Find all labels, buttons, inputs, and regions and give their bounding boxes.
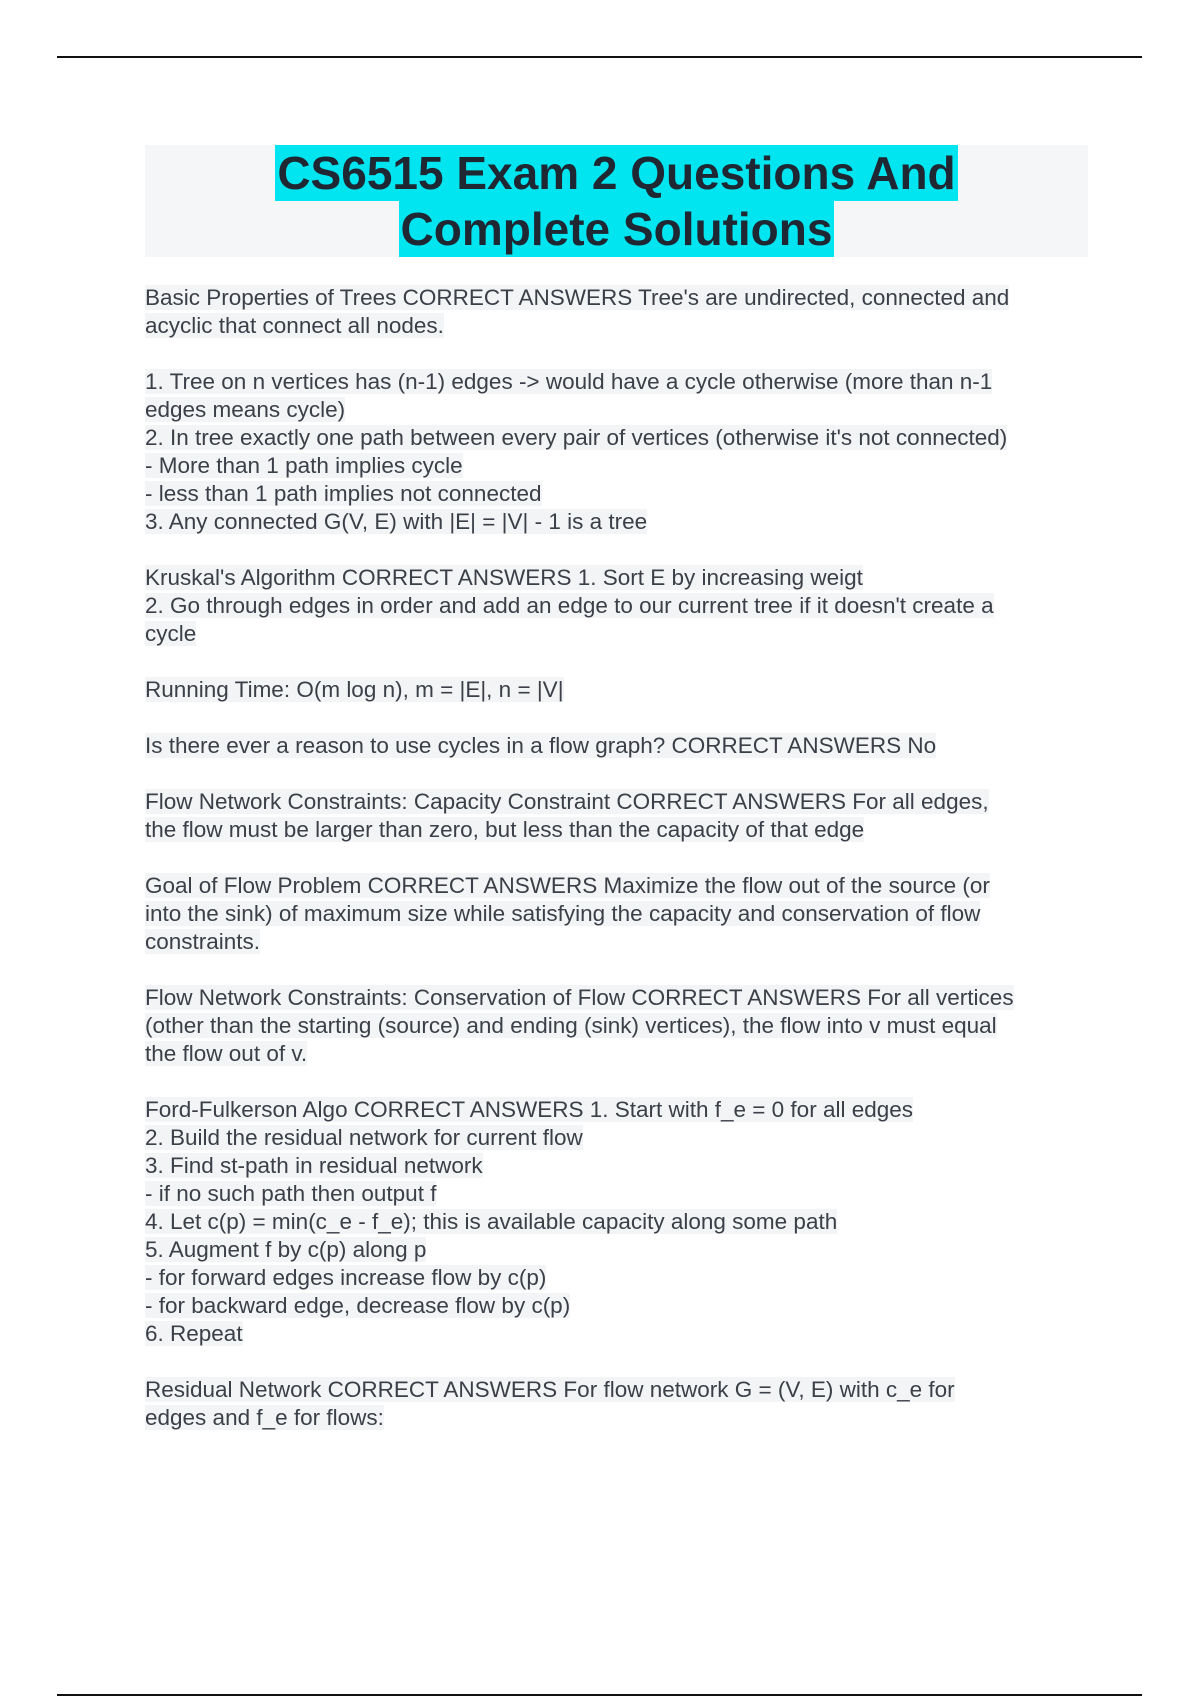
text-line	[145, 984, 1090, 1012]
text-line-content: Ford-Fulkerson Algo CORRECT ANSWERS 1. Start with f_e = 0 for all edges	[145, 1097, 914, 1122]
text-line	[145, 1404, 1090, 1432]
text-line	[145, 1320, 1090, 1348]
text-line	[145, 452, 1090, 480]
text-line-content: - More than 1 path implies cycle	[145, 453, 463, 478]
text-line-content: Residual Network CORRECT ANSWERS For flow network G = (V, E) with c_e for	[145, 1377, 955, 1402]
text-line	[145, 284, 1090, 312]
document-title-line-2: Complete Solutions	[400, 203, 833, 255]
text-line-content: 4. Let c(p) = min(c_e - f_e); this is available capacity along some path	[145, 1209, 838, 1234]
text-line-content: cycle	[145, 621, 197, 646]
text-line-content: Flow Network Constraints: Capacity Constraint CORRECT ANSWERS For all edges,	[145, 789, 989, 814]
text-line	[145, 676, 1090, 704]
text-line-content: Basic Properties of Trees CORRECT ANSWERS Tree's are undirected, connected and	[145, 285, 1010, 310]
text-line	[145, 480, 1090, 508]
qa-paragraph	[145, 1376, 1090, 1432]
text-line-content: 2. Go through edges in order and add an edge to our current tree if it doesn't create a	[145, 593, 994, 618]
text-line-content: 3. Any connected G(V, E) with |E| = |V| - 1 is a tree	[145, 509, 648, 534]
qa-paragraph	[145, 284, 1090, 340]
text-line	[145, 1292, 1090, 1320]
text-line-content: 6. Repeat	[145, 1321, 243, 1346]
text-line	[145, 900, 1090, 928]
text-line	[145, 1040, 1090, 1068]
text-line	[145, 928, 1090, 956]
text-line-content: Is there ever a reason to use cycles in a flow graph? CORRECT ANSWERS No	[145, 733, 937, 758]
text-line	[145, 312, 1090, 340]
text-line	[145, 1264, 1090, 1292]
text-line-content: - if no such path then output f	[145, 1181, 437, 1206]
text-line-content: Kruskal's Algorithm CORRECT ANSWERS 1. Sort E by increasing weigt	[145, 565, 863, 590]
text-line	[145, 1236, 1090, 1264]
text-line-content: edges and f_e for flows:	[145, 1405, 384, 1430]
document-title-box	[145, 145, 1088, 257]
text-line-content: Running Time: O(m log n), m = |E|, n = |V|	[145, 677, 564, 702]
text-line-content: 1. Tree on n vertices has (n-1) edges -> would have a cycle otherwise (more than n-1	[145, 369, 993, 394]
text-line	[145, 1180, 1090, 1208]
text-line-content: Flow Network Constraints: Conservation of Flow CORRECT ANSWERS For all vertices	[145, 985, 1014, 1010]
text-line-content: (other than the starting (source) and ending (sink) vertices), the flow into v must equal	[145, 1013, 997, 1038]
text-line	[145, 368, 1090, 396]
qa-paragraph	[145, 1096, 1090, 1348]
document-body	[145, 284, 1090, 1460]
text-line-content: 3. Find st-path in residual network	[145, 1153, 483, 1178]
text-line-content: - less than 1 path implies not connected	[145, 481, 542, 506]
document-title-line-1: CS6515 Exam 2 Questions And	[277, 147, 956, 199]
text-line-content: 2. In tree exactly one path between every pair of vertices (otherwise it's not connected)	[145, 425, 1008, 450]
text-line-content: into the sink) of maximum size while satisfying the capacity and conservation of flow	[145, 901, 981, 926]
text-line-content: 5. Augment f by c(p) along p	[145, 1237, 427, 1262]
text-line	[145, 788, 1090, 816]
text-line-content: - for backward edge, decrease flow by c(p)	[145, 1293, 571, 1318]
text-line	[145, 592, 1090, 620]
text-line-content: - for forward edges increase flow by c(p)	[145, 1265, 547, 1290]
text-line	[145, 732, 1090, 760]
qa-paragraph	[145, 368, 1090, 536]
text-line	[145, 1208, 1090, 1236]
top-divider	[57, 56, 1142, 58]
qa-paragraph	[145, 984, 1090, 1068]
text-line	[145, 1152, 1090, 1180]
text-line-content: edges means cycle)	[145, 397, 346, 422]
text-line-content: the flow must be larger than zero, but less than the capacity of that edge	[145, 817, 865, 842]
text-line	[145, 620, 1090, 648]
text-line-content: the flow out of v.	[145, 1041, 308, 1066]
qa-paragraph	[145, 788, 1090, 844]
qa-paragraph	[145, 732, 1090, 760]
text-line-content: acyclic that connect all nodes.	[145, 313, 444, 338]
text-line	[145, 1376, 1090, 1404]
text-line	[145, 424, 1090, 452]
text-line	[145, 564, 1090, 592]
bottom-divider	[57, 1694, 1142, 1696]
text-line-content: constraints.	[145, 929, 261, 954]
text-line-content: Goal of Flow Problem CORRECT ANSWERS Maximize the flow out of the source (or	[145, 873, 990, 898]
text-line	[145, 508, 1090, 536]
text-line	[145, 1096, 1090, 1124]
qa-paragraph	[145, 564, 1090, 648]
qa-paragraph	[145, 872, 1090, 956]
qa-paragraph	[145, 676, 1090, 704]
text-line	[145, 396, 1090, 424]
text-line	[145, 872, 1090, 900]
text-line	[145, 816, 1090, 844]
text-line-content: 2. Build the residual network for current flow	[145, 1125, 583, 1150]
text-line	[145, 1124, 1090, 1152]
text-line	[145, 1012, 1090, 1040]
